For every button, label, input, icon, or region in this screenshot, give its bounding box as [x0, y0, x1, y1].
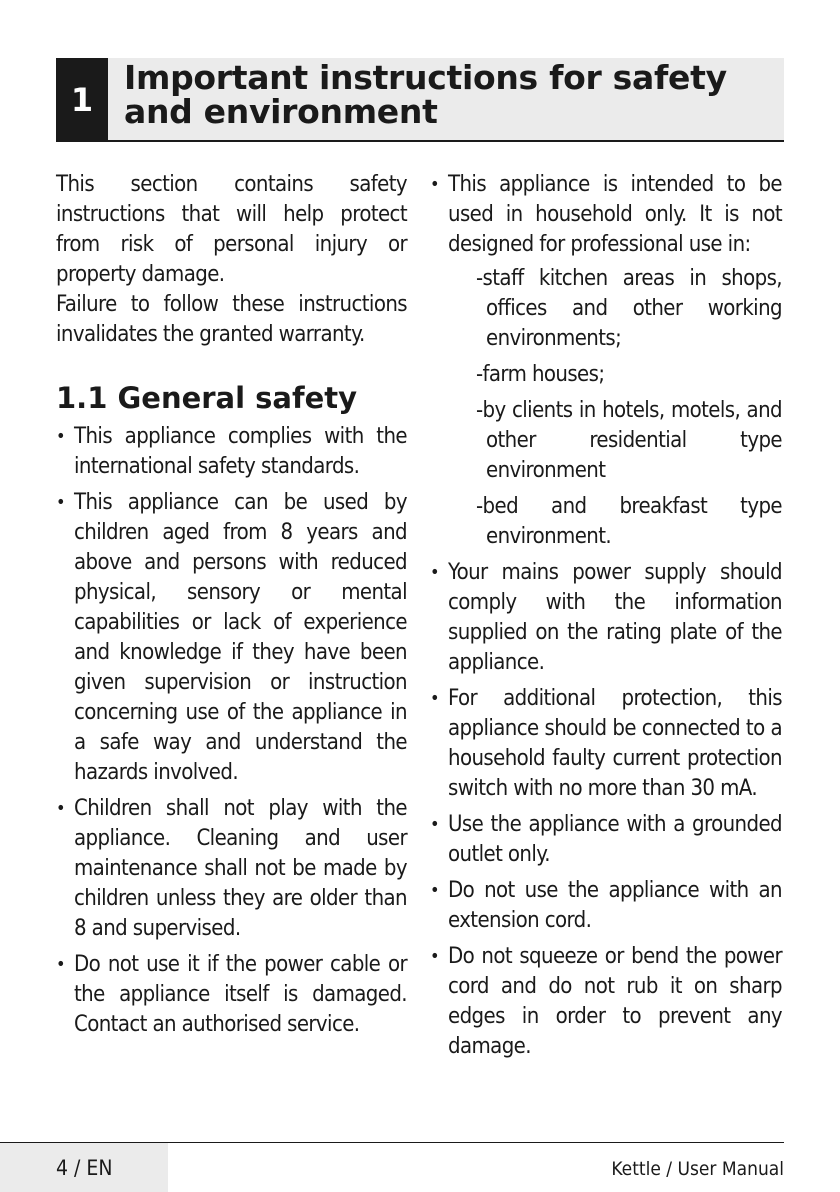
sublist-item: -farm houses;	[476, 362, 605, 387]
warranty-paragraph: Failure to follow these instructions invalidates the granted warranty.	[56, 292, 407, 347]
bullet-icon: •	[56, 798, 65, 819]
list-item-text: Do not squeeze or bend the power cord and do not rub it on sharp edges in order to prevent any damage.	[448, 944, 782, 1059]
bullet-icon: •	[56, 426, 65, 447]
sublist-item: -staff kitchen areas in shops, offices and other working environments;	[476, 266, 782, 351]
section-heading: 1.1 General safety	[56, 381, 358, 415]
list-item-text: Your mains power supply should comply with the information supplied on the rating plate of the appliance.	[448, 560, 782, 675]
list-item-text: Children shall not play with the appliance. Cleaning and user maintenance shall not be made by children unless they are older than 8 and supervised.	[74, 796, 407, 941]
list-item-text: This appliance is intended to be used in household only. It is not designed for professional use in:	[448, 172, 782, 257]
professional-use-sublist	[468, 264, 782, 552]
list-item	[430, 684, 782, 804]
safety-list-right	[430, 170, 782, 1062]
list-item	[430, 810, 782, 870]
list-item	[56, 488, 407, 788]
page-number: 4 / EN	[56, 1156, 113, 1180]
list-item	[430, 942, 782, 1062]
chapter-number: 1	[56, 58, 108, 142]
list-item	[56, 794, 407, 944]
list-item	[56, 422, 407, 482]
chapter-title: Important instructions for safety and environment	[124, 58, 727, 131]
footer-divider	[0, 1142, 784, 1143]
list-item-text: Do not use it if the power cable or the appliance itself is damaged. Contact an authorised service.	[74, 952, 407, 1037]
list-item	[56, 950, 407, 1040]
sublist-item: -bed and breakfast type environment.	[476, 494, 782, 549]
document-title: Kettle / User Manual	[611, 1158, 784, 1180]
bullet-icon: •	[430, 688, 439, 709]
safety-list-left	[56, 422, 407, 1040]
bullet-icon: •	[56, 492, 65, 513]
list-item	[430, 558, 782, 678]
list-item-text: This appliance complies with the international safety standards.	[74, 424, 407, 479]
list-item-text: This appliance can be used by children aged from 8 years and above and persons with reduced physical, sensory or mental capabilities or lack of experience and knowledge if they have been given supervision or instruction concerning use of the appliance in a safe way and understand the hazards involved.	[74, 490, 407, 785]
list-item	[430, 876, 782, 936]
right-column	[430, 170, 782, 1068]
list-item-text: For additional protection, this appliance should be connected to a household faulty current protection switch with no more than 30 mA.	[448, 686, 782, 801]
chapter-header	[56, 58, 784, 142]
bullet-icon: •	[56, 954, 65, 975]
bullet-icon: •	[430, 814, 439, 835]
bullet-icon: •	[430, 562, 439, 583]
bullet-icon: •	[430, 946, 439, 967]
left-column	[56, 170, 407, 1046]
bullet-icon: •	[430, 174, 439, 195]
sublist-item: -by clients in hotels, motels, and other residential type environment	[476, 398, 782, 483]
list-item-text: Do not use the appliance with an extension cord.	[448, 878, 782, 933]
list-item	[430, 170, 782, 552]
bullet-icon: •	[430, 880, 439, 901]
list-item-text: Use the appliance with a grounded outlet only.	[448, 812, 782, 867]
intro-paragraph: This section contains safety instructions that will help protect from risk of personal injury or property damage.	[56, 172, 407, 287]
